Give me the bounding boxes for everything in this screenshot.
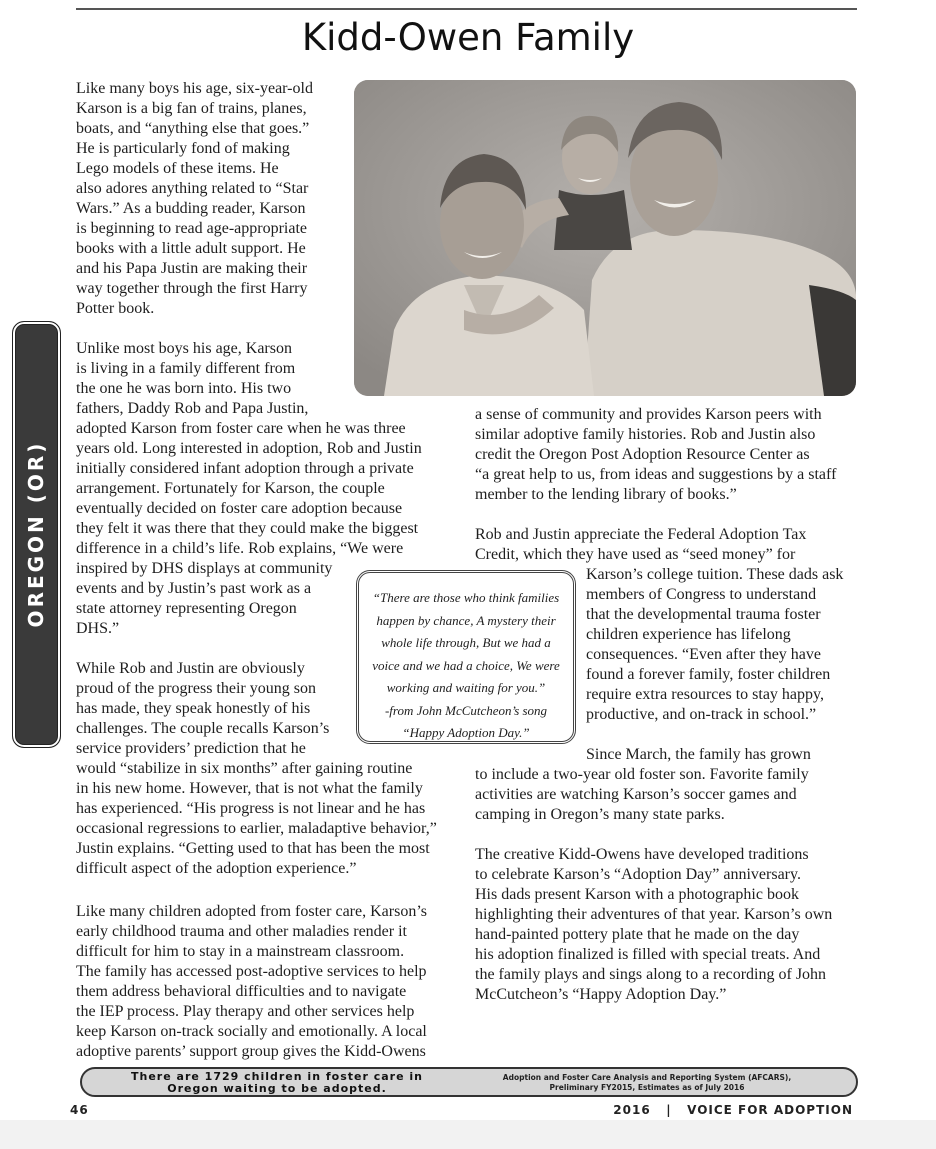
page-number: 46	[70, 1103, 89, 1117]
publication-name: 2016 | VOICE FOR ADOPTION	[613, 1103, 853, 1117]
article-paragraph-5: a sense of community and provides Karson peers with similar adoptive family histories. Rob and Justin also credit the Oregon Post Adoption Resource Center as “a great help to us, from ideas and suggestions by a staff member to the lending library of books.”	[475, 406, 837, 503]
page-title: Kidd-Owen Family	[301, 16, 635, 59]
article-paragraph-1: Like many boys his age, six-year-old Karson is a big fan of trains, planes, boats, and “anything else that goes.” He is particularly fond of making Lego models of these items. He also adores anything related to “Star Wars.” As a budding reader, Karson is beginning to read age-appropriate books with a little adult support. He and his Papa Justin are making their way together through the first Harry Potter book.	[76, 80, 313, 317]
article-paragraph-7: to include a two-year old foster son. Favorite family activities are watching Karson’s soccer games and camping in Oregon’s many state parks.	[475, 766, 809, 823]
family-photo-image	[354, 80, 856, 396]
article-paragraph-7-first-line: Since March, the family has grown	[586, 746, 811, 763]
article-paragraph-3: While Rob and Justin are obviously proud of the progress their young son has made, they speak honestly of his challenges. The couple recalls Karson’s service providers’ prediction that he would “stabilize in six months” after gaining routine in his new home. However, that is not what the family has experienced. “His progress is not linear and he has occasional regressions to earlier, maladaptive behavior,” Justin explains. “Getting used to that has been the most difficult aspect of the adoption experience.”	[76, 660, 437, 877]
statistic-source: Adoption and Foster Care Analysis and Reporting System (AFCARS), Preliminary FY2015, Estimates as of July 2016	[502, 1073, 792, 1092]
article-paragraph-2: Unlike most boys his age, Karson is living in a family different from the one he was born into. His two fathers, Daddy Rob and Papa Justin, adopted Karson from foster care when he was three years old. Long interested in adoption, Rob and Justin initially considered infant adoption through a private arrangement. Fortunately for Karson, the couple eventually decided on foster care adoption because they felt it was there that they could make the biggest difference in a child’s life. Rob explains, “We were inspired by DHS displays at community events and by Justin’s past work as a state attorney representing Oregon DHS.”	[76, 340, 422, 637]
article-paragraph-6-body: Karson’s college tuition. These dads ask members of Congress to understand that the developmental trauma foster children experience has lifelong consequences. “Even after they have found a forever family, foster children require extra resources to stay happy, productive, and on-track in school.”	[586, 566, 844, 723]
statistic-bar	[80, 1067, 858, 1097]
page-bottom-margin	[0, 1120, 936, 1149]
pull-quote: “There are those who think families happen by chance, A mystery their whole life through, But we had a voice and we had a choice, We were working and waiting for you.” -from John McCutcheon’s song “Happy Adoption Day.”	[356, 570, 576, 744]
foster-care-statistic: There are 1729 children in foster care in Oregon waiting to be adopted.	[131, 1070, 423, 1095]
article-paragraph-4: Like many children adopted from foster care, Karson’s early childhood trauma and other maladies render it difficult for him to stay in a mainstream classroom. The family has accessed post-adoptive services to help them address behavioral difficulties and to navigate the IEP process. Play therapy and other services help keep Karson on-track socially and emotionally. A local adoptive parents’ support group gives the Kidd-Owens	[76, 903, 427, 1060]
article-paragraph-6-intro: Rob and Justin appreciate the Federal Adoption Tax Credit, which they have used as “seed money” for	[475, 526, 807, 563]
article-paragraph-8: The creative Kidd-Owens have developed traditions to celebrate Karson’s “Adoption Day” anniversary. His dads present Karson with a photographic book highlighting their adventures of that year. Karson’s own hand-painted pottery plate that he made on the day his adoption finalized is filled with special treats. And the family plays and sings along to a recording of John McCutcheon’s “Happy Adoption Day.”	[475, 846, 833, 1003]
state-tab-label: OREGON (OR)	[24, 440, 48, 628]
top-rule	[76, 8, 857, 10]
family-photo	[354, 80, 856, 396]
